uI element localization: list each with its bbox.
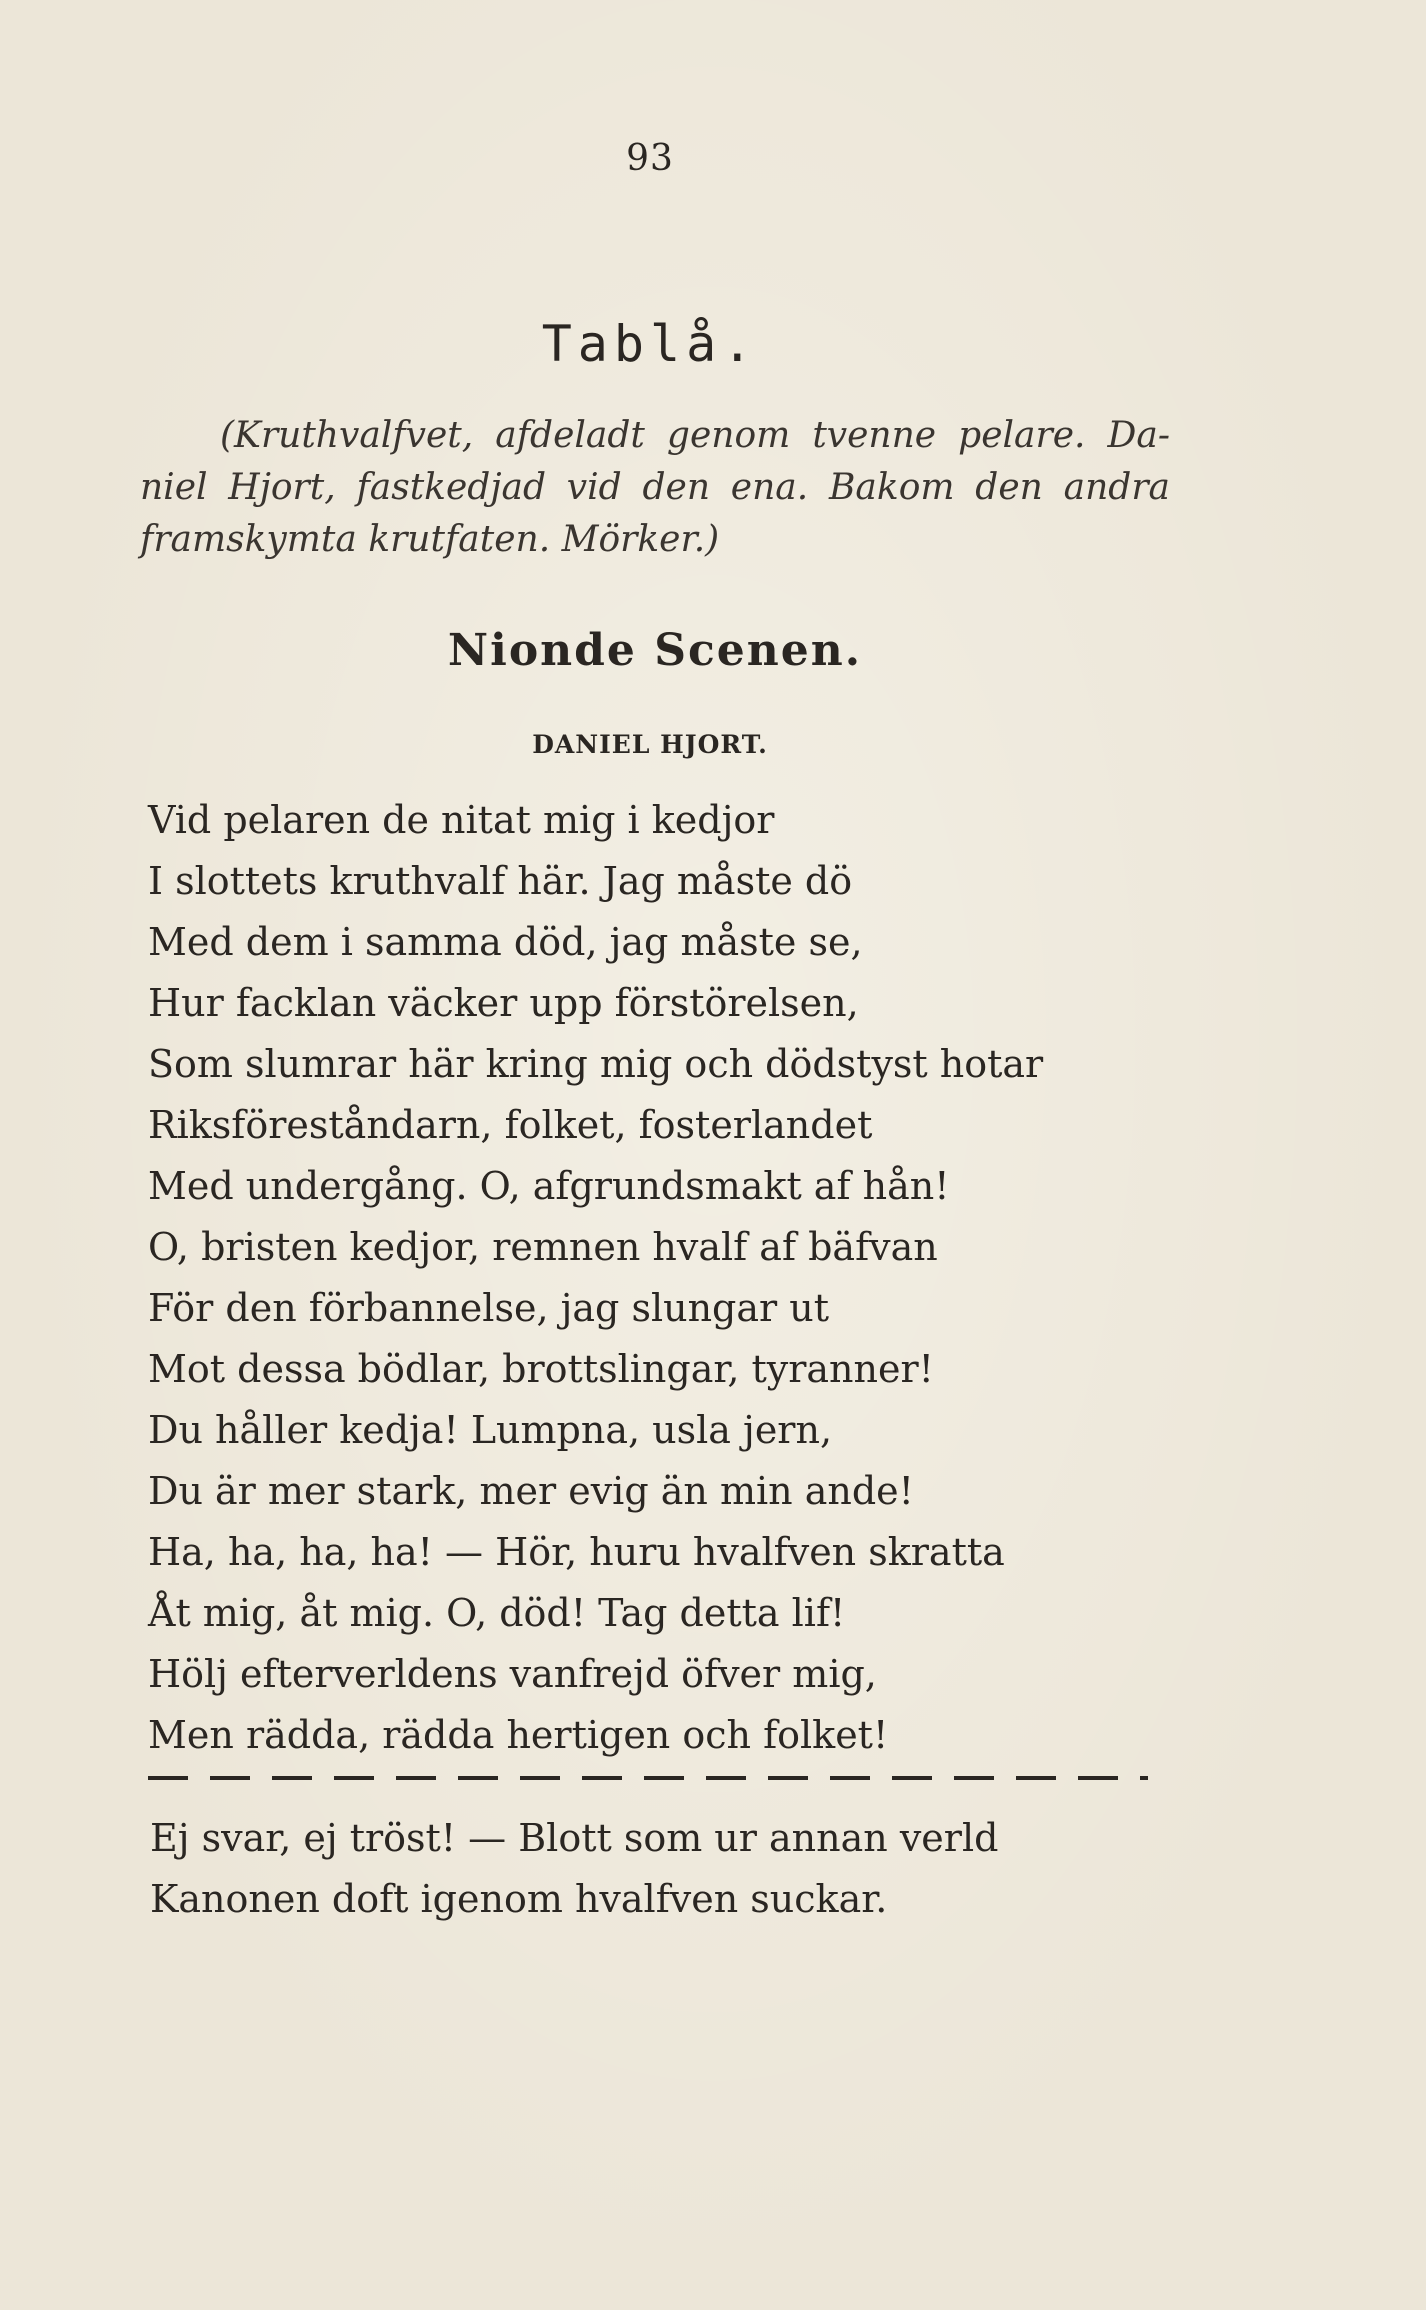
verse-line: Med dem i samma död, jag måste se, bbox=[148, 920, 863, 964]
verse-line: Med undergång. O, afgrundsmakt af hån! bbox=[148, 1164, 950, 1208]
closing-verse-block bbox=[150, 1808, 1150, 1930]
verse-line: Ha, ha, ha, ha! — Hör, huru hvalfven skratta bbox=[148, 1530, 1005, 1574]
verse-block bbox=[148, 790, 1148, 1766]
page-number: 93 bbox=[626, 138, 674, 179]
stage-direction-line: framskymta krutfaten. Mörker.) bbox=[140, 519, 720, 560]
verse-line: I slottets kruthvalf här. Jag måste dö bbox=[148, 859, 853, 903]
verse-line: Som slumrar här kring mig och dödstyst hotar bbox=[148, 1042, 1044, 1086]
verse-line: Mot dessa bödlar, brottslingar, tyranner! bbox=[148, 1347, 934, 1391]
verse-line: Du är mer stark, mer evig än min ande! bbox=[148, 1469, 914, 1513]
verse-line: Hölj efterverldens vanfrejd öfver mig, bbox=[148, 1652, 877, 1696]
dashed-divider bbox=[148, 1776, 1148, 1780]
verse-line: Kanonen doft igenom hvalfven suckar. bbox=[150, 1877, 888, 1921]
verse-line: För den förbannelse, jag slungar ut bbox=[148, 1286, 830, 1330]
verse-line: Men rädda, rädda hertigen och folket! bbox=[148, 1713, 889, 1757]
speaker-name: DANIEL HJORT. bbox=[532, 730, 768, 759]
verse-line: Riksföreståndarn, folket, fosterlandet bbox=[148, 1103, 873, 1147]
verse-line: O, bristen kedjor, remnen hvalf af bäfvan bbox=[148, 1225, 938, 1269]
scene-heading: Nionde Scenen. bbox=[447, 625, 863, 676]
stage-direction bbox=[140, 410, 1170, 566]
verse-line: Åt mig, åt mig. O, död! Tag detta lif! bbox=[148, 1591, 846, 1635]
stage-direction-line: (Kruthvalfvet, afdeladt genom tvenne pelare. Da- bbox=[220, 415, 1170, 456]
verse-line: Ej svar, ej tröst! — Blott som ur annan verld bbox=[150, 1816, 999, 1860]
verse-line: Vid pelaren de nitat mig i kedjor bbox=[148, 798, 775, 842]
stage-direction-line: niel Hjort, fastkedjad vid den ena. Bakom den andra bbox=[140, 467, 1170, 508]
verse-line: Du håller kedja! Lumpna, usla jern, bbox=[148, 1408, 833, 1452]
page-title: Tablå. bbox=[541, 315, 759, 373]
verse-line: Hur facklan väcker upp förstörelsen, bbox=[148, 981, 859, 1025]
